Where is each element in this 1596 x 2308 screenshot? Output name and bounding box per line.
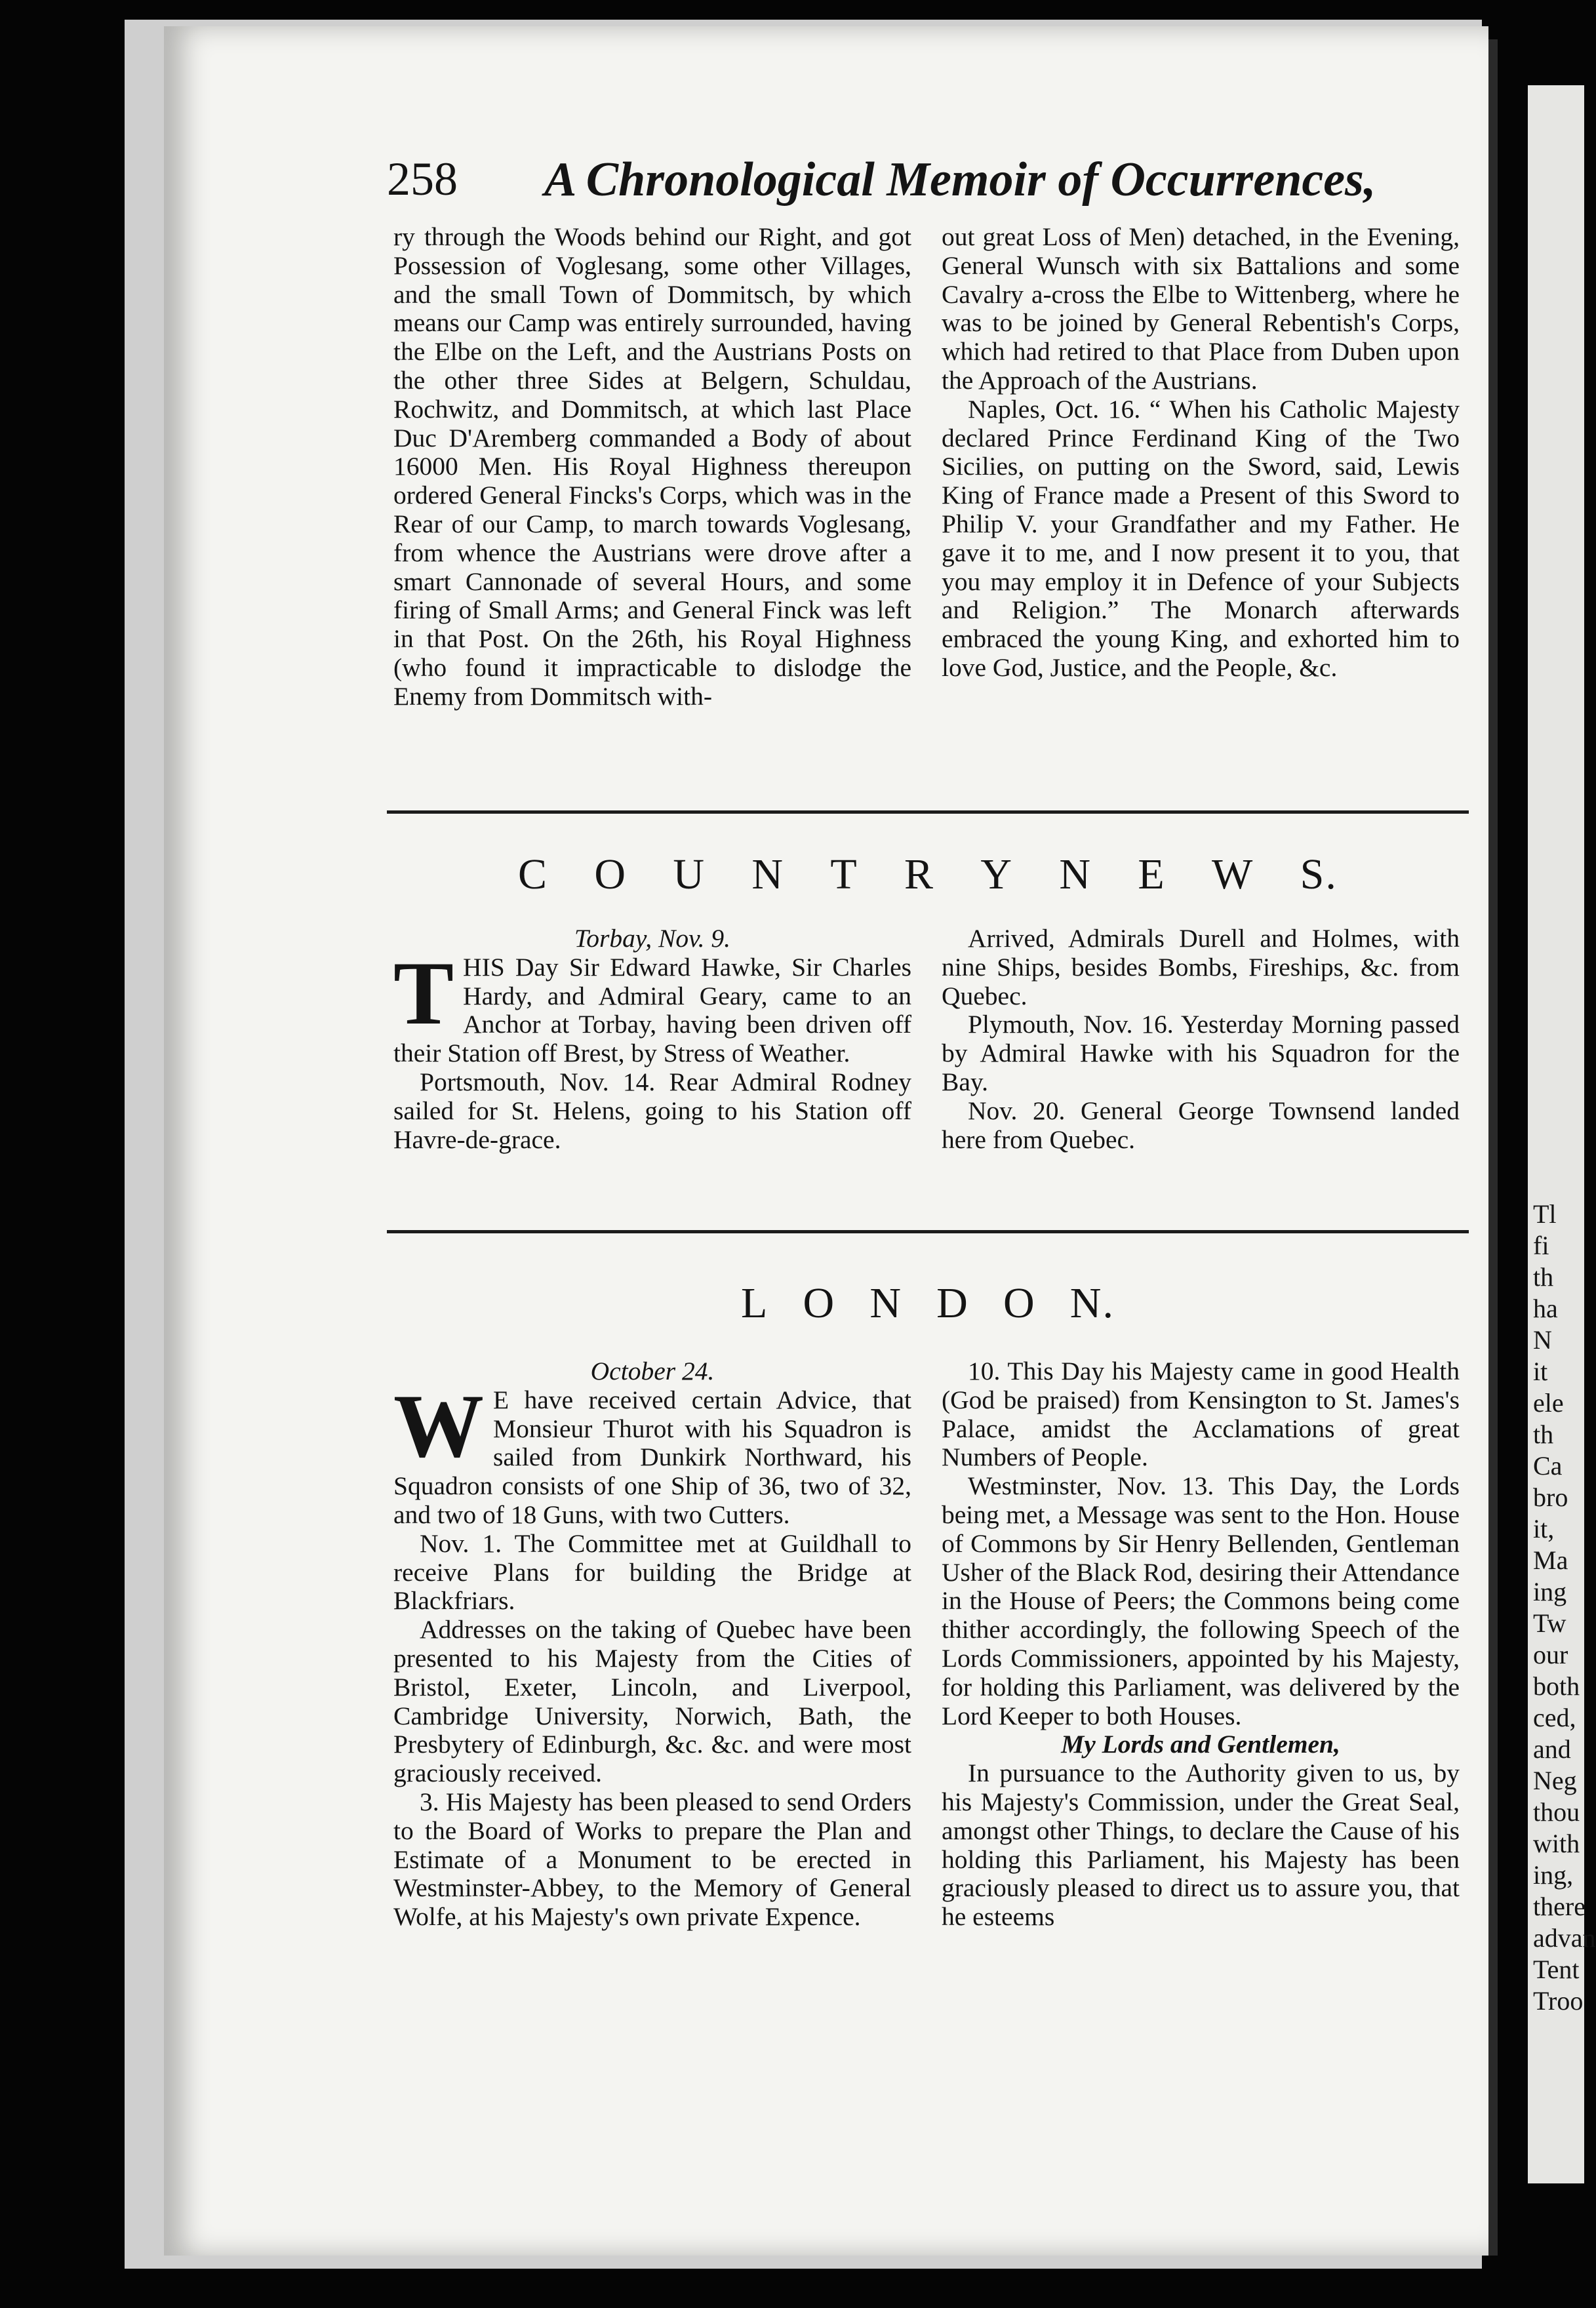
fragment-text: Tent xyxy=(1533,1955,1580,1984)
paragraph: 10. This Day his Majesty came in good Health (God be praised) from Kensington to St. James's Palace, amidst the Acclamations of great Numbers of People. xyxy=(942,1357,1460,1472)
running-title: A Chronological Memoir of Occurrences, xyxy=(544,153,1376,207)
fragment-text: it xyxy=(1533,1357,1548,1386)
paragraph: In pursuance to the Authority given to us, by his Majesty's Commission, under the Great Seal, amongst other Things, to declare the Cause of his holding this Parliament, his Majesty has been graciously pleased to direct us to assure you, that he esteems xyxy=(942,1759,1460,1932)
fragment-text: it, xyxy=(1533,1514,1555,1543)
fragment-text: both xyxy=(1533,1671,1580,1701)
london-right-column xyxy=(942,1357,1460,1932)
heading-letter: U xyxy=(673,850,706,898)
fragment-text: with xyxy=(1533,1829,1580,1858)
paragraph: Portsmouth, Nov. 14. Rear Admiral Rodney sailed for St. Helens, going to his Station off Havre-de-grace. xyxy=(393,1067,911,1154)
fragment-text: ha xyxy=(1533,1294,1558,1323)
section-rule xyxy=(387,810,1469,814)
fragment-text: Ma xyxy=(1533,1545,1568,1575)
fragment-text: fi xyxy=(1533,1231,1549,1260)
heading-letter: O xyxy=(1003,1279,1036,1327)
london-left-column xyxy=(393,1357,911,1932)
heading-letter: R xyxy=(904,850,935,898)
fragment-text: ing, xyxy=(1533,1860,1574,1890)
paragraph: Addresses on the taking of Quebec have been presented to his Majesty from the Cities of Bristol, Exeter, Lincoln, and Liverpool, Cambridge University, Norwich, Bath, the Presbytery of Edinburgh, &c. &c. and were most graciously received. xyxy=(393,1615,911,1788)
paragraph xyxy=(393,1375,911,1530)
fragment-text: thou xyxy=(1533,1797,1580,1827)
heading-letter: L xyxy=(741,1279,769,1327)
fragment-text: Troo xyxy=(1533,1986,1584,2016)
fragment-text: and xyxy=(1533,1734,1571,1764)
fragment-text: N xyxy=(1533,1325,1552,1355)
heading-letter: O xyxy=(594,850,628,898)
paragraph: ry through the Woods behind our Right, and got Possession of Voglesang, some other Villages, and the small Town of Dommitsch, by which means our Camp was entirely surrounded, having the Elbe on the Left, and the Austrians Posts on the other three Sides at Belgern, Schuldau, Rochwitz, and Dommitsch, at which last Place Duc D'Aremberg commanded a Body of about 16000 Men. His Royal Highness thereupon ordered General Fincks's Corps, which was in the Rear of our Camp, to march towards Voglesang, from whence the Austrians were drove after a smart Cannonade of several Hours, and some firing of Small Arms; and General Finck was left in that Post. On the 26th, his Royal Highness (who found it impracticable to dislodge the Enemy from Dommitsch with- xyxy=(393,222,911,711)
fragment-text: Tw xyxy=(1533,1608,1566,1638)
dateline: Torbay, Nov. 9. xyxy=(574,924,731,953)
fragment-text: advan xyxy=(1533,1923,1596,1953)
paragraph: Plymouth, Nov. 16. Yesterday Morning passed by Admiral Hawke with his Squadron for the Bay. xyxy=(942,1010,1460,1096)
fragment-text: ced, xyxy=(1533,1703,1576,1732)
top-left-column xyxy=(393,223,911,711)
fragment-text: Ca xyxy=(1533,1451,1563,1481)
paragraph: 3. His Majesty has been pleased to send Orders to the Board of Works to prepare the Plan and Estimate of a Monument to be erected in Westminster-Abbey, to the Memory of General Wolfe, at his Majesty's own private Expence. xyxy=(393,1787,911,1932)
heading-letter: Y xyxy=(980,850,1014,898)
fragment-text: bro xyxy=(1533,1482,1568,1512)
fragment-text: ing xyxy=(1533,1577,1567,1606)
fragment-text: Tl xyxy=(1533,1199,1557,1229)
country-news-right-column xyxy=(942,925,1460,1154)
heading-letter: N xyxy=(1059,850,1092,898)
london-heading xyxy=(387,1279,1469,1328)
heading-letter: W xyxy=(1212,850,1254,898)
drop-cap: T xyxy=(393,942,454,1043)
heading-letter: S. xyxy=(1300,850,1338,898)
page-number: 258 xyxy=(387,153,458,205)
fragment-text: there xyxy=(1533,1892,1586,1921)
paragraph-text: HIS Day Sir Edward Hawke, Sir Charles Hardy, and Admiral Geary, came to an Anchor at Torbay, having been driven off their Station off Brest, by Stress of Weather. xyxy=(393,952,911,1068)
fragment-text: th xyxy=(1533,1262,1554,1292)
running-header xyxy=(387,152,1462,218)
heading-letter: E xyxy=(1138,850,1166,898)
paragraph xyxy=(393,942,911,1068)
top-right-column xyxy=(942,223,1460,683)
book-gutter xyxy=(1488,39,1498,2256)
section-rule xyxy=(387,1230,1469,1233)
fragment-text: our xyxy=(1533,1640,1568,1669)
paragraph: Naples, Oct. 16. “ When his Catholic Majesty declared Prince Ferdinand King of the Two Sicilies, on putting on the Sword, said, Lewis King of France made a Present of this Sword to Philip V. your Grandfather and my Father. He gave it to me, and I now present it to you, that you may employ it in Defence of your Subjects and Religion.” The Monarch afterwards embraced the young King, and exhorted him to love God, Justice, and the People, &c. xyxy=(942,394,1460,682)
heading-letter: D xyxy=(936,1279,969,1327)
country-news-left-column xyxy=(393,925,911,1154)
fragment-text: th xyxy=(1533,1420,1554,1449)
fragment-text: Neg xyxy=(1533,1766,1577,1795)
speech-salutation: My Lords and Gentlemen, xyxy=(1061,1730,1340,1759)
heading-letter: N. xyxy=(1069,1279,1115,1327)
drop-cap: W xyxy=(393,1375,484,1476)
dateline: October 24. xyxy=(590,1357,715,1385)
heading-letter: C xyxy=(518,850,549,898)
heading-letter: N xyxy=(751,850,785,898)
paragraph: Nov. 1. The Committee met at Guildhall to receive Plans for building the Bridge at Blackfriars. xyxy=(393,1528,911,1616)
heading-letter: O xyxy=(803,1279,836,1327)
heading-letter: N xyxy=(869,1279,902,1327)
paragraph: Nov. 20. General George Townsend landed here from Quebec. xyxy=(942,1096,1460,1154)
paragraph-text: E have received certain Advice, that Monsieur Thurot with his Squadron is sailed from Dunkirk Northward, his Squadron consists of one Ship of 36, two of 32, and two of 18 Guns, with two Cutters. xyxy=(393,1385,911,1529)
paragraph: Arrived, Admirals Durell and Holmes, with nine Ships, besides Bombs, Fireships, &c. from Quebec. xyxy=(942,924,1460,1010)
country-news-heading xyxy=(387,850,1469,900)
fragment-text: ele xyxy=(1533,1388,1564,1418)
heading-letter: T xyxy=(830,850,858,898)
paragraph: out great Loss of Men) detached, in the Evening, General Wunsch with six Battalions and some Cavalry a-cross the Elbe to Wittenberg, where he was to be joined by General Rebentish's Corps, which had retired to that Place from Duben upon the Approach of the Austrians. xyxy=(942,222,1460,395)
paragraph: Westminster, Nov. 13. This Day, the Lords being met, a Message was sent to the Hon. House of Commons by Sir Henry Bellenden, Gentleman Usher of the Black Rod, desiring their Attendance in the House of Peers; the Commons being come thither accordingly, the following Speech of the Lords Commissioners, appointed by his Majesty, for holding this Parliament, was delivered by the Lord Keeper to both Houses. xyxy=(942,1471,1460,1730)
adjacent-page-fragment xyxy=(1528,85,1596,2183)
